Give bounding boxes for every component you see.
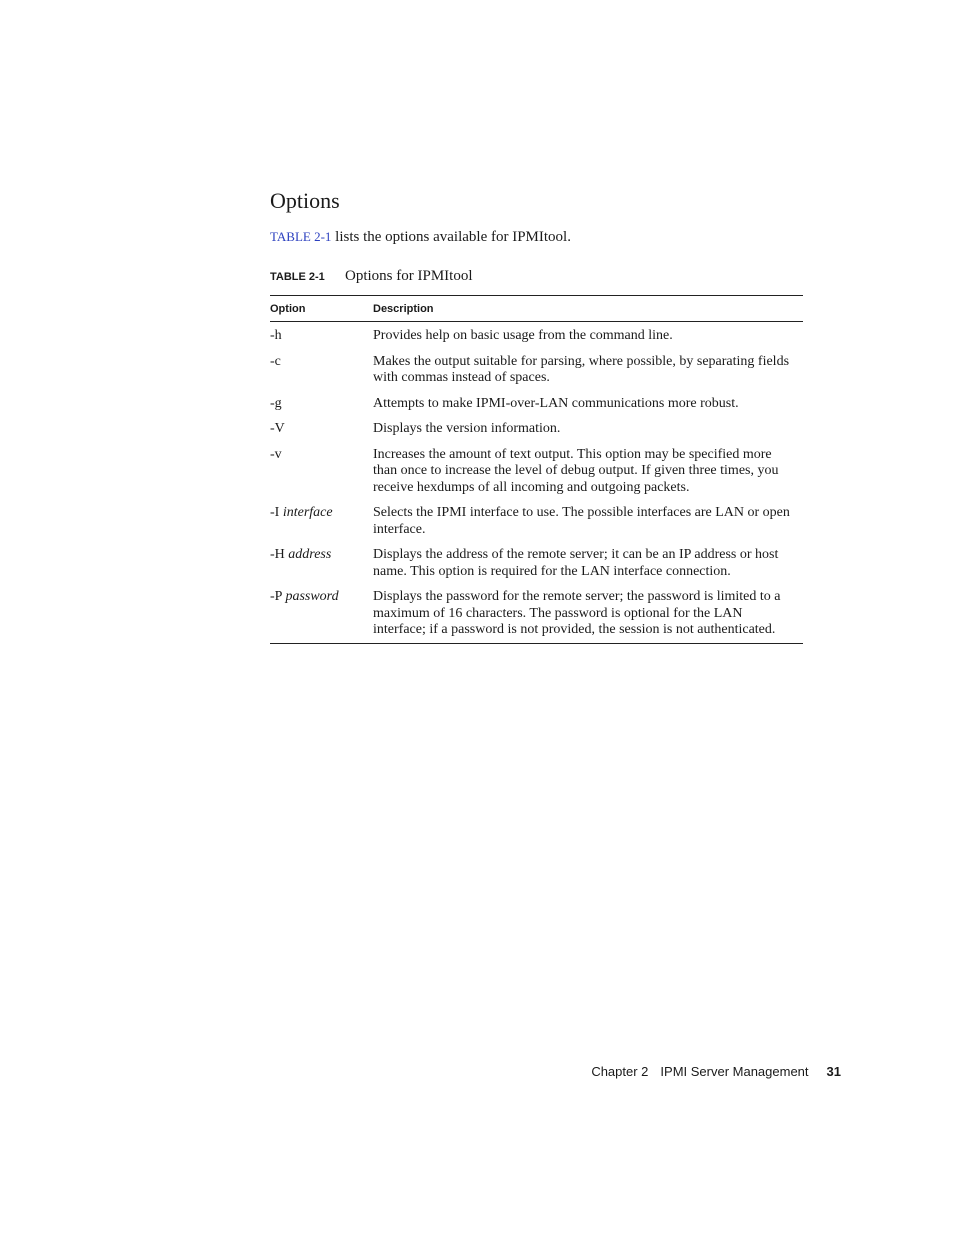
option-cell (270, 505, 373, 538)
intro-paragraph (270, 227, 571, 247)
section-heading: Options (270, 188, 340, 213)
header-description: Description (373, 302, 434, 315)
description-cell: Increases the amount of text output. This option may be specified more than once to increase the level of debug output. If given three times, you receive hexdumps of all incoming and outgoing packets. (373, 446, 779, 495)
option-argument: address (288, 547, 332, 562)
option-flag: -H (270, 547, 289, 562)
option-argument: password (285, 589, 339, 604)
option-flag: -V (270, 421, 285, 436)
footer-chapter: Chapter 2 (591, 1064, 649, 1079)
table-row (270, 421, 803, 438)
option-cell (270, 589, 373, 639)
option-cell (270, 547, 373, 580)
table-title: Options for IPMItool (345, 268, 473, 284)
description-cell: Displays the version information. (373, 421, 561, 436)
table-body (270, 322, 803, 643)
table-row (270, 354, 803, 387)
option-argument: interface (282, 505, 333, 520)
table-label: TABLE 2-1 (270, 271, 325, 283)
description-cell: Provides help on basic usage from the command line. (373, 328, 673, 343)
option-flag: -P (270, 589, 286, 604)
table-header-row (270, 296, 803, 322)
table-reference-link[interactable]: TABLE 2-1 (270, 229, 332, 244)
description-cell: Makes the output suitable for parsing, where possible, by separating fields with commas instead of spaces. (373, 353, 790, 385)
option-cell (270, 421, 373, 438)
options-table (270, 295, 803, 644)
option-cell (270, 447, 373, 497)
page-footer (591, 1063, 841, 1081)
description-cell: Attempts to make IPMI-over-LAN communications more robust. (373, 395, 739, 411)
table-row (270, 589, 803, 639)
description-cell: Selects the IPMI interface to use. The possible interfaces are LAN or open interface. (373, 505, 790, 537)
option-flag: -h (270, 328, 282, 343)
option-flag: -g (270, 395, 282, 411)
option-cell (270, 354, 373, 387)
description-cell: Displays the password for the remote server; the password is limited to a maximum of 16 characters. The password is optional for the LAN interface; if a password is not provided, the session is not authenticated. (373, 589, 781, 637)
header-option: Option (270, 302, 306, 315)
description-cell: Displays the address of the remote server; it can be an IP address or host name. This option is required for the LAN interface connection. (373, 547, 779, 579)
table-row (270, 396, 803, 413)
option-flag: -c (270, 353, 281, 369)
page-number: 31 (826, 1064, 841, 1079)
table-row (270, 447, 803, 497)
option-cell (270, 396, 373, 413)
table-row (270, 547, 803, 580)
table-row (270, 328, 803, 345)
option-flag: -v (270, 446, 282, 462)
table-caption (270, 266, 473, 287)
intro-text: lists the options available for IPMItool. (331, 229, 571, 245)
table-row (270, 505, 803, 538)
option-cell (270, 328, 373, 345)
option-flag: -I (270, 505, 283, 520)
footer-section: IPMI Server Management (660, 1064, 809, 1079)
